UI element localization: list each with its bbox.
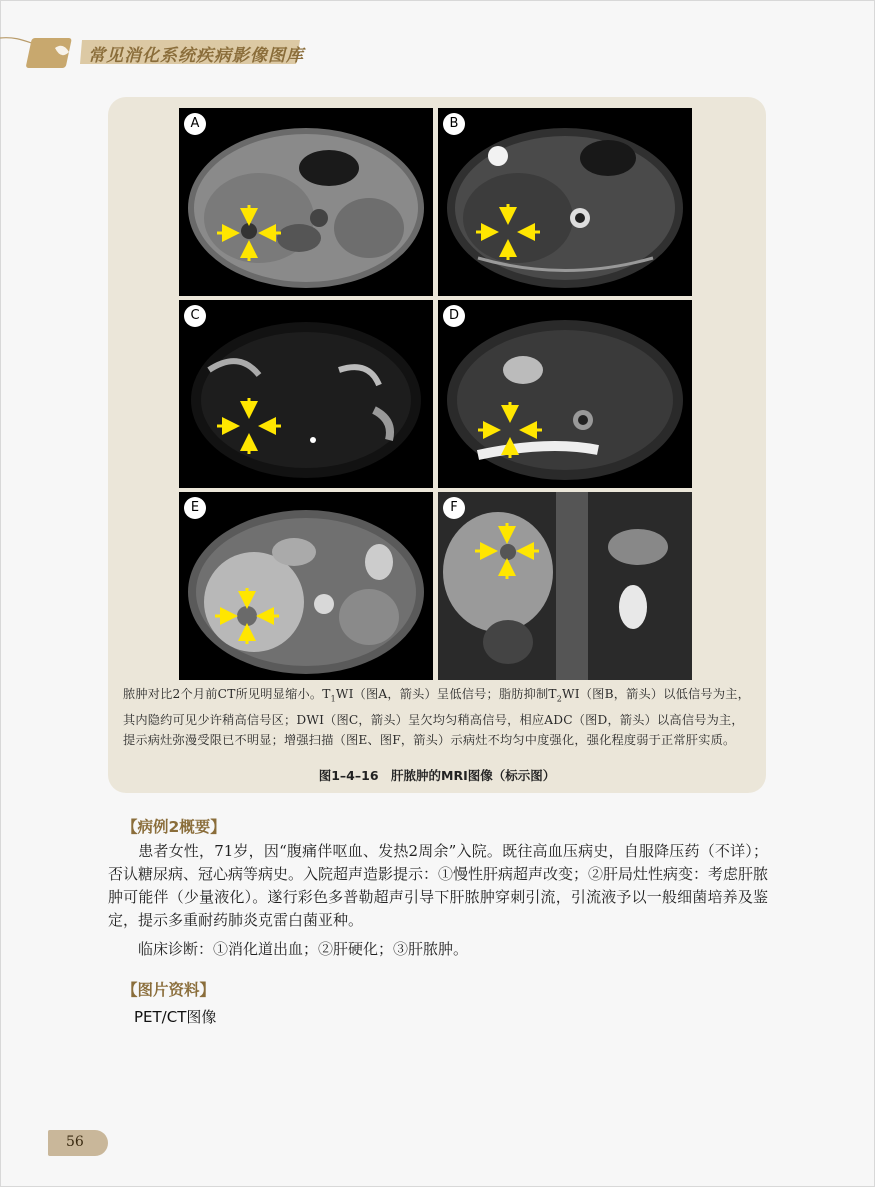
case-heading: 【病例2概要】	[122, 818, 226, 836]
lesion-arrows	[179, 108, 692, 680]
caption-part: WI（图A，箭头）呈低信号；脂肪抑制T	[335, 687, 557, 701]
book-title: 常见消化系统疾病影像图库	[88, 46, 304, 66]
figure-caption	[123, 684, 751, 751]
panel-label: C	[184, 305, 206, 327]
caption-subscript: 1	[330, 694, 336, 704]
clinical-diagnosis-text: 临床诊断：①消化道出血；②肝硬化；③肝脓肿。	[138, 940, 469, 958]
figure-title: 图1–4–16 肝脓肿的MRI图像（标示图）	[318, 768, 556, 783]
clinical-diagnosis	[108, 938, 768, 961]
header-decoration	[0, 0, 875, 80]
caption-part: 脓肿对比2个月前CT所见明显缩小。T	[123, 687, 331, 701]
images-heading: 【图片资料】	[122, 981, 216, 999]
panel-label: E	[184, 497, 206, 519]
page-number: 56	[66, 1134, 84, 1150]
panel-label: D	[443, 305, 465, 327]
caption-part: WI（图B，箭头）以低信号为主，其内隐约可见少许稍高信号区；DWI（图C，箭头）呈欠均匀稍高信号，相应ADC（图D，箭头）以高信号为主，提示病灶弥漫受限已不明显；增强扫描（图E、图F，箭头）示病灶不均匀中度强化，强化程度弱于正常肝实质。	[123, 687, 750, 748]
page-header	[0, 0, 875, 80]
pet-ct-subheading: PET/CT图像	[134, 1008, 217, 1026]
caption-subscript: 2	[556, 694, 563, 704]
case-paragraph	[108, 840, 768, 932]
mri-image-grid	[179, 108, 692, 680]
panel-label: B	[443, 113, 465, 135]
panel-label: A	[184, 113, 206, 135]
case-paragraph-text: 患者女性，71岁，因“腹痛伴呕血、发热2周余”入院。既往高血压病史，自服降压药（不详）；否认糖尿病、冠心病等病史。入院超声造影提示：①慢性肝病超声改变；②肝局灶性病变：考虑肝脓肿可能伴（少量液化）。遂行彩色多普勒超声引导下肝脓肿穿刺引流，引流液予以一般细菌培养及鉴定，提示多重耐药肺炎克雷白菌亚种。	[108, 842, 769, 929]
panel-label: F	[443, 497, 465, 519]
